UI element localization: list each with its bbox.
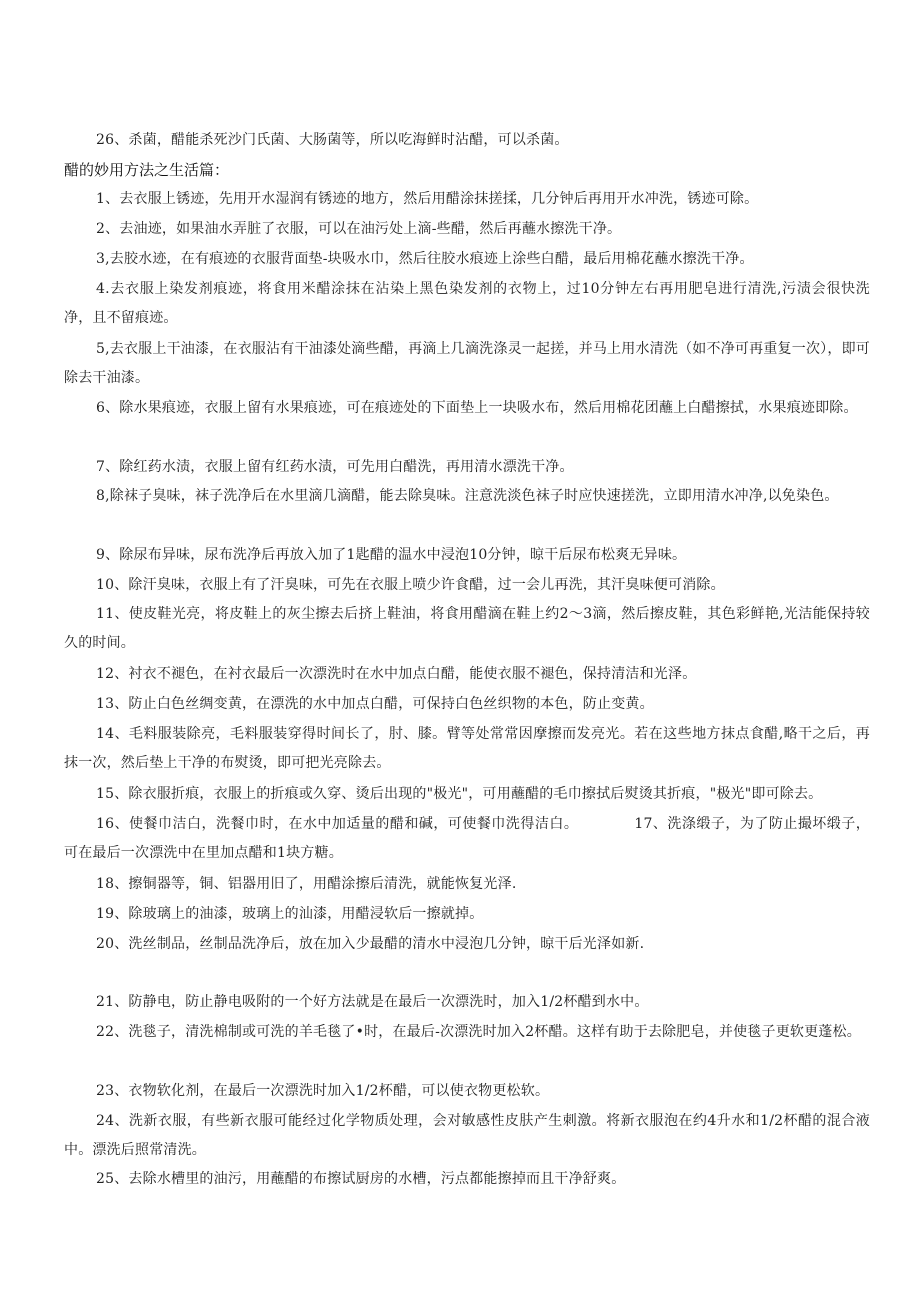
- list-item-5: 5,去衣服上干油漆，在衣服沾有干油漆处滴些醋，再滴上几滴洗涤灵一起搓，并马上用水清洗（如不净可再重复一次），即可除去干油漆。: [64, 341, 870, 386]
- list-item-13: 13、防止白色丝绸变黄，在漂洗的水中加点白醋，可保持白色丝织物的本色，防止变黄。: [96, 696, 654, 712]
- list-item-25: 25、去除水槽里的油污，用蘸醋的布擦试厨房的水槽，污点都能擦掉而且干净舒爽。: [96, 1171, 626, 1187]
- list-item-14: 14、毛料服装除亮，毛料服装穿得时间长了，肘、膝。臂等处常常因摩擦而发亮光。若在这些地方抹点食醋,略干之后，再抹一次，然后垫上干净的布熨烫，即可把光亮除去。: [64, 726, 870, 771]
- list-item-18: 18、擦铜器等，铜、铝器用旧了，用醋涂擦后清洗，就能恢复光泽.: [96, 876, 517, 892]
- list-item-7: 7、除红药水渍，衣服上留有红药水渍，可先用白醋洗，再用清水漂洗干净。: [96, 459, 574, 475]
- list-item-10: 10、除汗臭味，衣服上有了汗臭味，可先在衣服上喷少许食醋，过一会儿再洗，其汗臭味便可消除。: [96, 577, 725, 593]
- list-item-24: 24、洗新衣服，有些新衣服可能经过化学物质处理，会对敏感性皮肤产生刺激。将新衣服泡在约4升水和1/2杯醋的混合液中。漂洗后照常清洗。: [64, 1113, 870, 1158]
- list-item-6: 6、除水果痕迹，衣服上留有水果痕迹，可在痕迹处的下面垫上一块吸水布，然后用棉花团蘸上白醋擦拭，水果痕迹即除。: [96, 400, 858, 416]
- list-item-21: 21、防静电，防止静电吸附的一个好方法就是在最后一次漂洗时，加入1/2杯醋到水中。: [96, 994, 649, 1010]
- list-item-4: 4.去衣服上染发剂痕迹，将食用米醋涂抹在沾染上黑色染发剂的衣物上，过10分钟左右再用肥皂进行清洗,污渍会很快洗净，且不留痕迹。: [64, 281, 870, 326]
- list-item-12: 12、衬衣不褪色，在衬衣最后一次漂洗时在水中加点白醋，能使衣服不褪色，保持清洁和光泽。: [96, 666, 697, 682]
- list-item-8: 8,除袜子臭味，袜子洗净后在水里滴几滴醋，能去除臭味。注意洗淡色袜子时应快速搓洗，立即用清水冲净,以免染色。: [96, 488, 839, 504]
- list-item-1: 1、去衣服上锈迹，先用开水湿润有锈迹的地方，然后用醋涂抹搓揉，几分钟后再用开水冲洗，锈迹可除。: [96, 191, 759, 207]
- list-item-15: 15、除衣服折痕，衣服上的折痕或久穿、烫后出现的"极光"，可用蘸醋的毛巾擦拭后熨烫其折痕，"极光"即可除去。: [96, 786, 823, 802]
- section-heading: 醋的妙用方法之生活篇：: [64, 161, 230, 179]
- list-item-2: 2、去油迹，如果油水弄脏了衣服，可以在油污处上滴-些醋，然后再蘸水擦洗干净。: [96, 221, 622, 237]
- list-item-16-17: [64, 810, 870, 868]
- list-item-19: 19、除玻璃上的油漆，玻璃上的汕漆，用醋浸软后一擦就掉。: [96, 906, 484, 922]
- list-item-11: 11、使皮鞋光亮，将皮鞋上的灰尘擦去后挤上鞋油，将食用醋滴在鞋上约2～3滴，然后擦皮鞋，其色彩鲜艳,光洁能保持较久的时间。: [64, 606, 870, 651]
- list-item-3: 3,去胶水迹，在有痕迹的衣服背面垫-块吸水巾，然后往胶水痕迹上涂些白醋，最后用棉花蘸水擦洗干净。: [96, 251, 754, 267]
- list-item-22: 22、洗毯子，清洗棉制或可洗的羊毛毯了•时，在最后-次漂洗时加入2杯醋。这样有助于去除肥皂，并使毯子更软更蓬松。: [96, 1024, 861, 1040]
- list-item-23: 23、衣物软化剂，在最后一次漂洗时加入1/2杯醋，可以使衣物更松软。: [96, 1083, 550, 1099]
- list-item-17: 17、洗涤缎子，为了防止撮坏缎子，可在最后一次漂洗中在里加点醋和1块方糖。: [64, 816, 870, 861]
- list-item-20: 20、洗丝制品，丝制品洗净后，放在加入少最醋的清水中浸泡几分钟，晾干后光泽如新.: [96, 936, 645, 952]
- list-item-16: 16、使餐巾洁白，洗餐巾时，在水中加适量的醋和碱，可使餐巾洗得洁白。: [96, 816, 579, 832]
- list-item-9: 9、除尿布异味，尿布洗净后再放入加了1匙醋的温水中浸泡10分钟，晾干后尿布松爽无异味。: [96, 547, 687, 563]
- intro-item: 26、杀菌，醋能杀死沙门氏菌、大肠菌等，所以吃海鲜时沾醋，可以杀菌。: [96, 132, 569, 148]
